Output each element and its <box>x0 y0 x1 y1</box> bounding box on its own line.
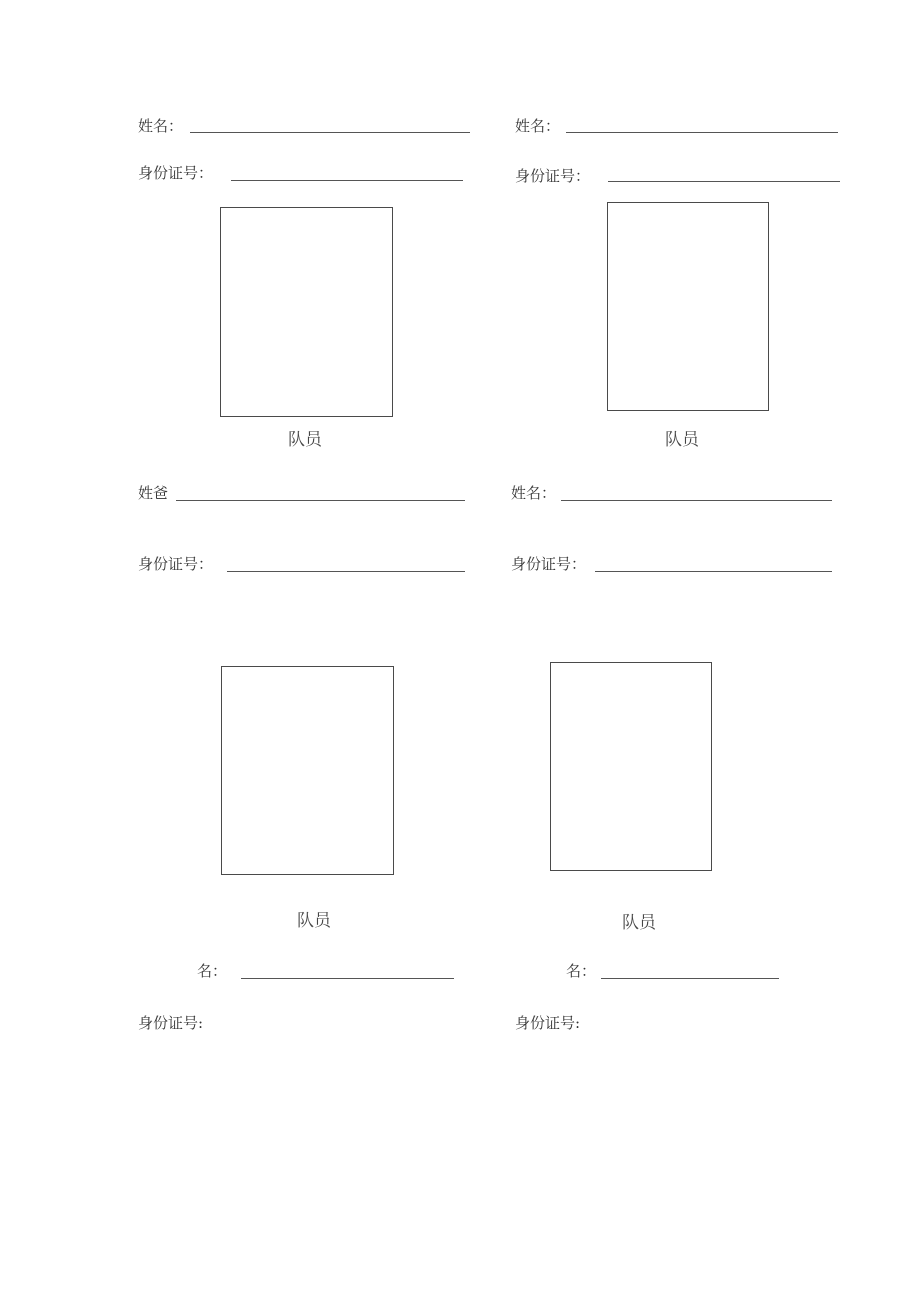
photo-box <box>607 202 769 411</box>
id-number-field[interactable] <box>595 571 832 572</box>
photo-box <box>550 662 712 871</box>
name-field[interactable] <box>176 500 465 501</box>
name-field[interactable] <box>561 500 832 501</box>
name-field[interactable] <box>190 132 470 133</box>
id-number-label: 身份证号: <box>138 1014 204 1032</box>
id-number-field[interactable] <box>227 571 465 572</box>
id-number-label: 身份证号： <box>511 555 587 573</box>
name-field[interactable] <box>241 978 454 979</box>
member-caption: 队员 <box>288 430 322 450</box>
name-label: 名： <box>566 962 597 980</box>
name-label: 姓名： <box>138 117 184 135</box>
photo-box <box>221 666 394 875</box>
member-caption: 队员 <box>665 430 699 450</box>
id-number-label: 身份证号： <box>138 164 214 182</box>
name-label: 姓爸 <box>138 484 169 502</box>
id-number-label: 身份证号： <box>138 555 214 573</box>
photo-box <box>220 207 393 417</box>
member-caption: 队员 <box>297 911 331 931</box>
member-caption: 队员 <box>622 913 656 933</box>
id-number-field[interactable] <box>231 180 463 181</box>
id-number-label: 身份证号: <box>515 1014 581 1032</box>
name-label: 名： <box>197 962 228 980</box>
name-field[interactable] <box>566 132 838 133</box>
id-number-label: 身份证号： <box>515 167 591 185</box>
id-number-field[interactable] <box>608 181 840 182</box>
name-field[interactable] <box>601 978 779 979</box>
name-label: 姓名： <box>511 484 557 502</box>
name-label: 姓名： <box>515 117 561 135</box>
